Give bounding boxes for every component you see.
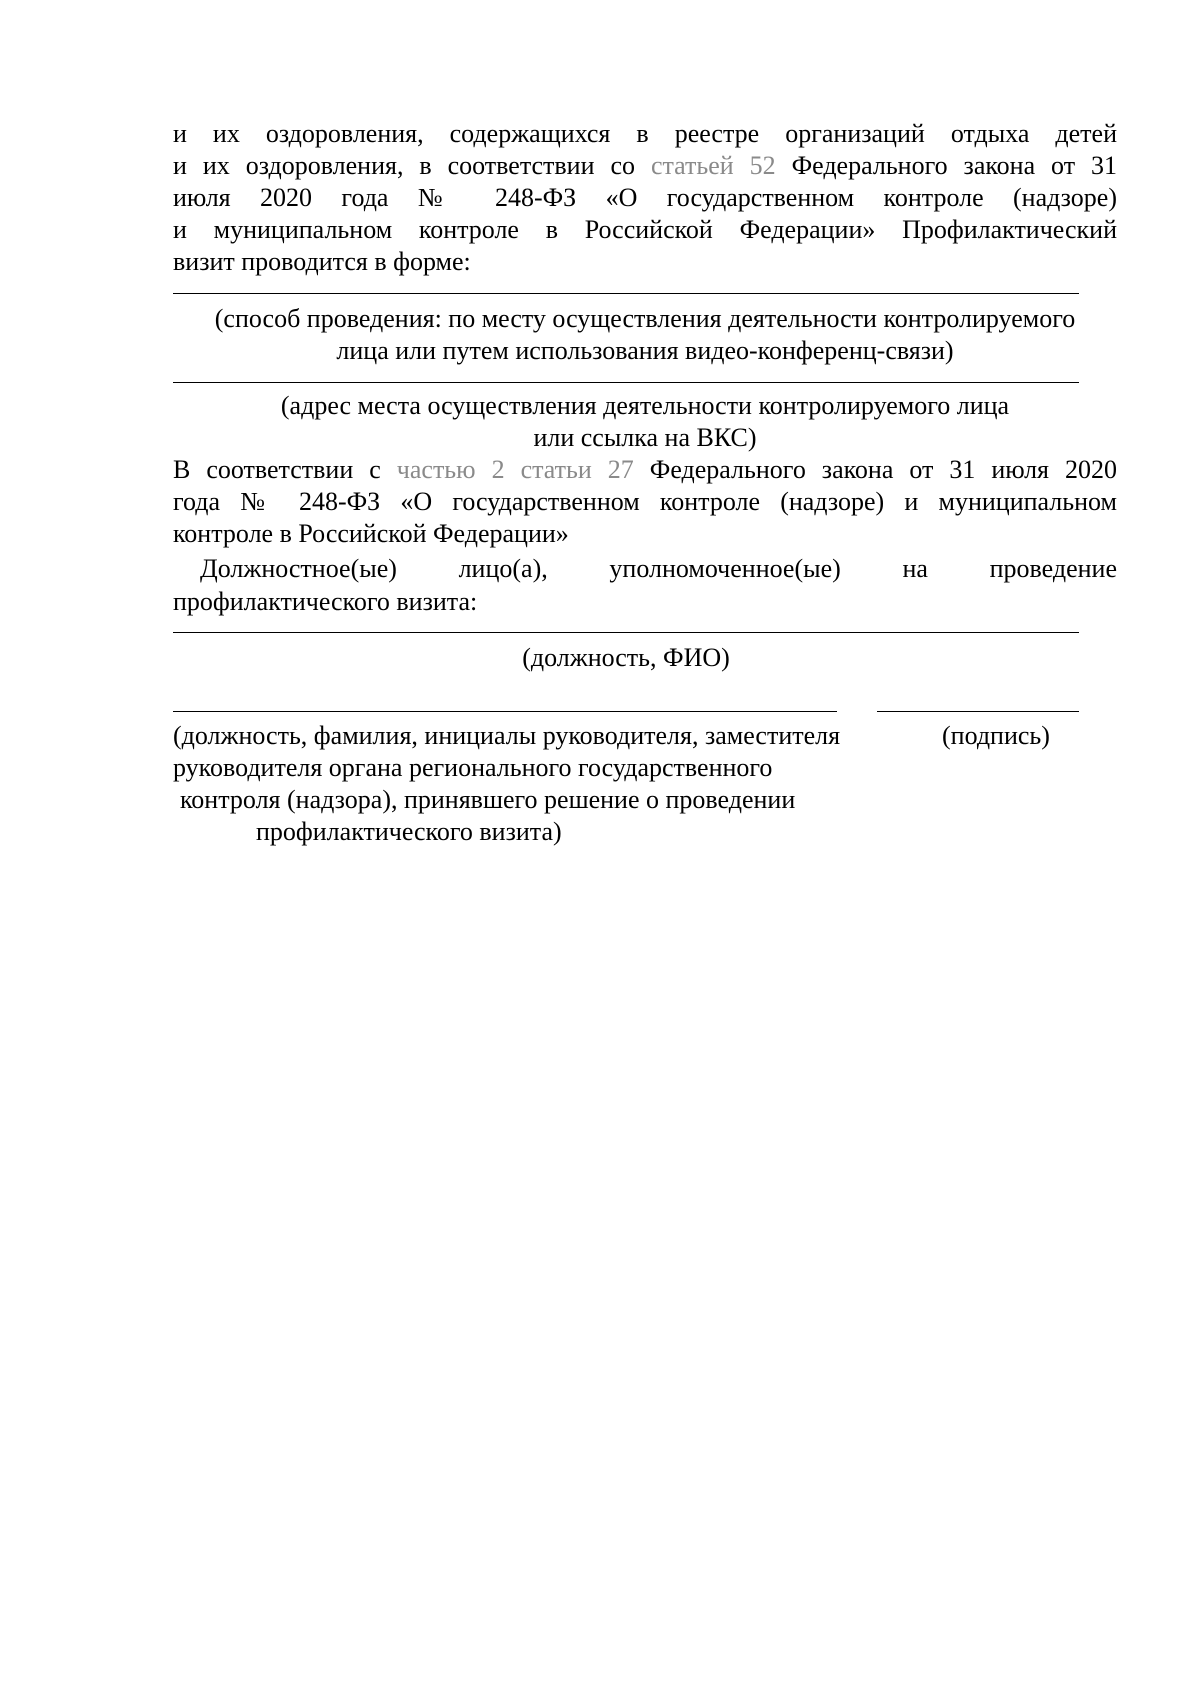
paragraph1-line2-after: Федерального закона от 31 [791, 151, 1118, 180]
address-caption-line2: или ссылка на ВКС) [533, 423, 757, 452]
paragraph1-line3: июля 2020 года № 248-ФЗ «О государственном контроле (надзоре) [173, 183, 1117, 212]
paragraph3-line2: профилактического визита: [173, 587, 478, 616]
paragraph1-line2 [173, 150, 1117, 182]
official-caption: (должность, ФИО) [522, 643, 730, 672]
method-caption-line1: (способ проведения: по месту осуществления деятельности контролируемого [214, 304, 1076, 333]
paragraph2-line1-after: Федерального закона от 31 июля 2020 [649, 455, 1117, 484]
article-52-link[interactable]: статьей 52 [650, 151, 776, 180]
signature-fill-line [877, 711, 1079, 712]
address-fill-line [173, 382, 1079, 383]
paragraph1-line1: и их оздоровления, содержащихся в реестре организаций отдыха детей [173, 119, 1117, 148]
head-caption-line3: контроля (надзора), принявшего решение о проведении [180, 785, 796, 814]
paragraph2-line3: контроле в Российской Федерации» [173, 519, 569, 548]
head-fill-line [173, 711, 837, 712]
paragraph1-line5: визит проводится в форме: [173, 247, 471, 276]
paragraph2-line1 [173, 454, 1117, 486]
paragraph1-line4: и муниципальном контроле в Российской Федерации» Профилактический [173, 215, 1117, 244]
paragraph2-line2: года № 248-ФЗ «О государственном контроле (надзоре) и муниципальном [173, 487, 1117, 516]
article-27-part-2-link[interactable]: частью 2 статьи 27 [396, 455, 634, 484]
signature-caption: (подпись) [942, 721, 1050, 750]
paragraph1-line2-before: и их оздоровления, в соответствии со [173, 151, 635, 180]
address-caption-line1: (адрес места осуществления деятельности контролируемого лица [280, 391, 1010, 420]
head-caption-line1: (должность, фамилия, инициалы руководителя, заместителя [173, 721, 841, 750]
head-caption-line4: профилактического визита) [256, 817, 562, 846]
paragraph2-line1-before: В соответствии с [173, 455, 381, 484]
method-caption-line2: лица или путем использования видео-конференц-связи) [336, 336, 954, 365]
official-fill-line [173, 632, 1079, 633]
paragraph3-line1: Должностное(ые) лицо(а), уполномоченное(ые) на проведение [200, 554, 1117, 583]
method-fill-line [173, 293, 1079, 294]
head-caption-line2: руководителя органа регионального государственного [173, 753, 773, 782]
